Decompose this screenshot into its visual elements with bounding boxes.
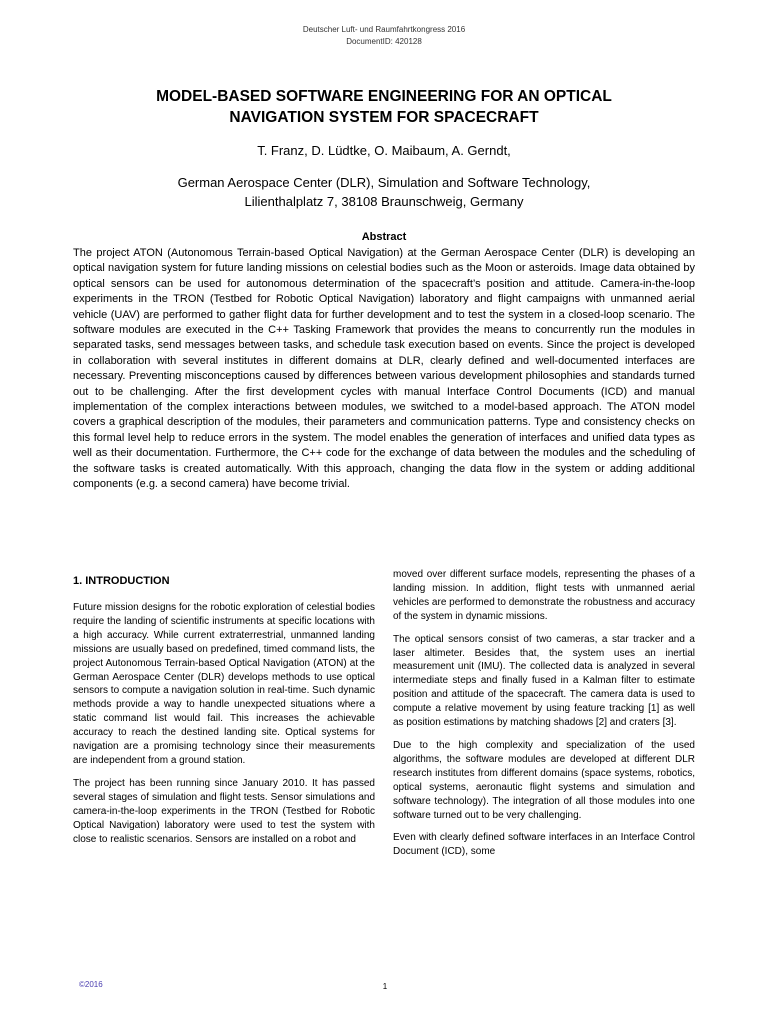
intro-paragraph: The optical sensors consist of two cameras, a star tracker and a laser altimeter. Besides that, the system uses an inertial measurement unit (IMU). The collected data is analyzed in several intermediate steps and finally fused in a Kalman filter to estimate position and attitude of the spacecraft. The camera data is used to compute a relative movement by using feature tracking [1] as well as position estimations by matching shadows [2] and craters [3]. <box>393 633 695 729</box>
copyright-notice: ©2016 <box>79 980 103 989</box>
author-list: T. Franz, D. Lüdtke, O. Maibaum, A. Gerndt, <box>257 143 511 158</box>
affiliation-line-2: Lilienthalplatz 7, 38108 Braunschweig, Germany <box>244 194 524 209</box>
page-number: 1 <box>382 982 388 991</box>
left-column <box>73 601 375 855</box>
right-column <box>393 568 695 868</box>
paper-title-line-2: NAVIGATION SYSTEM FOR SPACECRAFT <box>229 109 539 126</box>
abstract-body: The project ATON (Autonomous Terrain-based Optical Navigation) at the German Aerospace Center (DLR) is developing an optical navigation system for future landing missions on celestial bodies such as the Moon or asteroids. Image data obtained by optical sensors can be used for autonomous determination of the spacecraft’s position and attitude. Camera-in-the-loop experiments in the TRON (Testbed for Robotic Optical Navigation) laboratory and flight campaigns with unmanned aerial vehicle (UAV) are performed to gather flight data for further development and to test the system in a closed-loop scenario. The software modules are executed in the C++ Tasking Framework that provides the means to concurrently run the modules in separated tasks, send messages between tasks, and schedule task execution based on events. Since the project is developed in collaboration with several institutes in different domains at DLR, clearly defined and well-documented interfaces are necessary. Preventing misconceptions caused by differences between various development philosophies and standards turned out to be challenging. After the first development cycles with manual Interface Control Documents (ICD) and manual implementation of the complex interactions between modules, we switched to a model-based approach. The ATON model covers a graphical description of the modules, their parameters and communication patterns. Type and consistency checks on this formal level help to reduce errors in the system. The model enables the generation of interfaces and unified data types as well as their documentation. Furthermore, the C++ code for the exchange of data between the modules and the scheduling of the software tasks is created automatically. With this approach, changing the data flow in the system or adding additional components (e.g. a second camera) have become trivial. <box>73 247 695 491</box>
conference-header: Deutscher Luft- und Raumfahrtkongress 2016 <box>302 25 466 34</box>
paper-title-line-1: MODEL-BASED SOFTWARE ENGINEERING FOR AN OPTICAL <box>156 88 612 105</box>
paper-title <box>90 86 678 128</box>
intro-paragraph: Future mission designs for the robotic exploration of celestial bodies require the landing of scientific instruments at specific locations with a high accuracy. While current extraterrestrial, unmanned landing missions are usually based on predefined, timed command lists, the project Autonomous Terrain-based Optical Navigation (ATON) at the German Aerospace Center (DLR) develops methods to use optical sensors to compute a navigation solution in real-time. Such dynamic methods provide a way to handle unexpected situations where a static command list would fail. This increases the achievable accuracy to reach the destined landing site. Optical systems for navigation are a promising technology since their measurements are independent from a ground station. <box>73 602 375 766</box>
intro-paragraph: Due to the high complexity and specialization of the used algorithms, the software modules are developed at different DLR research institutes from different domains (space systems, robotics, optical systems, aeronautic flight systems and simulation and software technology). The integration of all those modules into one software turned out to be very challenging. <box>393 739 695 821</box>
section-heading-introduction: 1. INTRODUCTION <box>73 575 170 587</box>
intro-paragraph: The project has been running since January 2010. It has passed several stages of simulation and flight tests. Sensor simulations and camera-in-the-loop experiments in the TRON (Testbed for Robotic Optical Navigation) laboratory were used to test the system with close to realistic scenarios. Sensors are installed on a robot and <box>73 777 375 845</box>
document-id: DocumentID: 420128 <box>346 37 422 46</box>
affiliation <box>100 173 668 211</box>
intro-paragraph: Even with clearly defined software interfaces in an Interface Control Document (ICD), some <box>393 832 695 858</box>
affiliation-line-1: German Aerospace Center (DLR), Simulation and Software Technology, <box>177 175 591 190</box>
intro-paragraph: moved over different surface models, representing the phases of a landing mission. In addition, flight tests with unmanned aerial vehicles are performed to demonstrate the robustness and accuracy of the system in dynamic missions. <box>393 569 695 622</box>
abstract-heading: Abstract <box>361 231 407 243</box>
